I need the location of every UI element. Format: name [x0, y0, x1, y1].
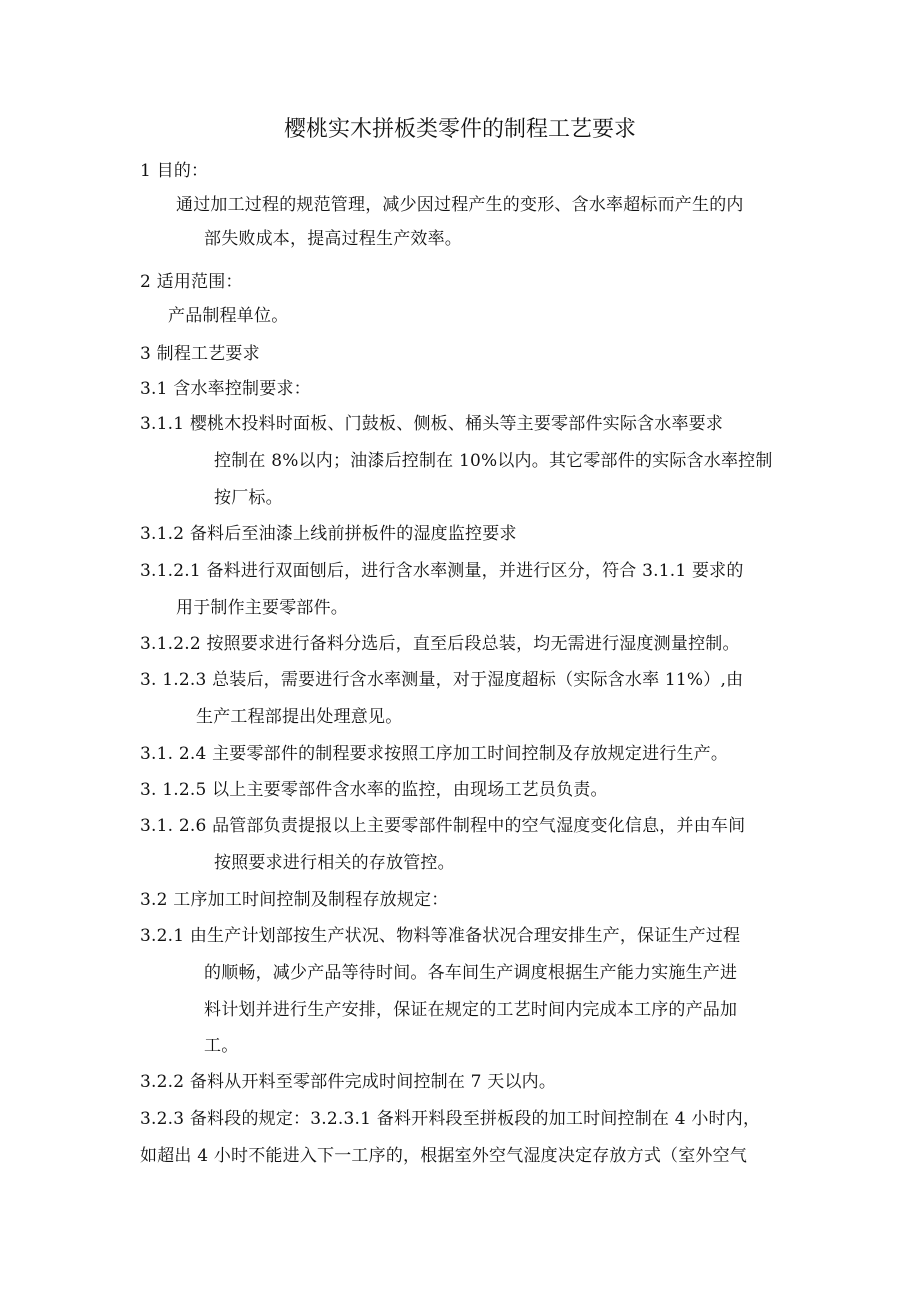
clause-3-1-1-line-3: 按厂标。 — [214, 488, 283, 508]
clause-3-1-2-4: 3.1. 2.4 主要零部件的制程要求按照工序加工时间控制及存放规定进行生产。 — [140, 744, 729, 764]
section-3-2-heading: 3.2 工序加工时间控制及制程存放规定： — [140, 890, 449, 910]
purpose-text-line-1: 通过加工过程的规范管理，减少因过程产生的变形、含水率超标而产生的内 — [176, 195, 744, 215]
clause-3-1-2-6-line-1: 3.1. 2.6 品管部负责提报以上主要零部件制程中的空气湿度变化信息，并由车间 — [140, 816, 746, 836]
clause-3-2-1-line-2: 的顺畅，减少产品等待时间。各车间生产调度根据生产能力实施生产进 — [204, 963, 738, 983]
purpose-text-line-2: 部失败成本，提高过程生产效率。 — [204, 229, 462, 249]
clause-3-1-1-line-2: 控制在 8%以内；油漆后控制在 10%以内。其它零部件的实际含水率控制 — [214, 451, 773, 471]
clause-3-1-2-heading: 3.1.2 备料后至油漆上线前拼板件的湿度监控要求 — [140, 524, 517, 544]
clause-3-2-1-line-1: 3.2.1 由生产计划部按生产状况、物料等准备状况合理安排生产，保证生产过程 — [140, 926, 741, 946]
clause-3-2-3-line-1: 3.2.3 备料段的规定：3.2.3.1 备料开料段至拼板段的加工时间控制在 4 小时内， — [140, 1109, 761, 1129]
clause-3-1-1-line-1: 3.1.1 樱桃木投料时面板、门鼓板、侧板、桶头等主要零部件实际含水率要求 — [140, 414, 724, 434]
clause-3-1-2-5: 3. 1.2.5 以上主要零部件含水率的监控，由现场工艺员负责。 — [140, 780, 608, 800]
section-3-1-heading: 3.1 含水率控制要求： — [140, 379, 311, 399]
clause-3-1-2-3-line-1: 3. 1.2.3 总装后，需要进行含水率测量，对于湿度超标（实际含水率 11%）,由 — [140, 670, 744, 690]
clause-3-2-3-line-2: 如超出 4 小时不能进入下一工序的，根据室外空气湿度决定存放方式（室外空气 — [140, 1146, 748, 1166]
clause-3-2-1-line-3: 料计划并进行生产安排，保证在规定的工艺时间内完成本工序的产品加 — [204, 1000, 738, 1020]
section-1-heading: 1 目的： — [140, 161, 209, 181]
clause-3-1-2-1-line-2: 用于制作主要零部件。 — [176, 598, 348, 618]
clause-3-2-1-line-4: 工。 — [204, 1036, 239, 1056]
clause-3-1-2-3-line-2: 生产工程部提出处理意见。 — [196, 707, 403, 727]
clause-3-1-2-1-line-1: 3.1.2.1 备料进行双面刨后，进行含水率测量，并进行区分，符合 3.1.1 要求的 — [140, 561, 744, 581]
scope-text: 产品制程单位。 — [168, 306, 289, 326]
document-title: 樱桃实木拼板类零件的制程工艺要求 — [283, 117, 636, 142]
section-2-heading: 2 适用范围： — [140, 272, 243, 292]
clause-3-1-2-2: 3.1.2.2 按照要求进行备料分选后，直至后段总装，均无需进行湿度测量控制。 — [140, 634, 740, 654]
clause-3-1-2-6-line-2: 按照要求进行相关的存放管控。 — [214, 853, 455, 873]
section-3-heading: 3 制程工艺要求 — [140, 344, 260, 364]
clause-3-2-2: 3.2.2 备料从开料至零部件完成时间控制在 7 天以内。 — [140, 1072, 557, 1092]
